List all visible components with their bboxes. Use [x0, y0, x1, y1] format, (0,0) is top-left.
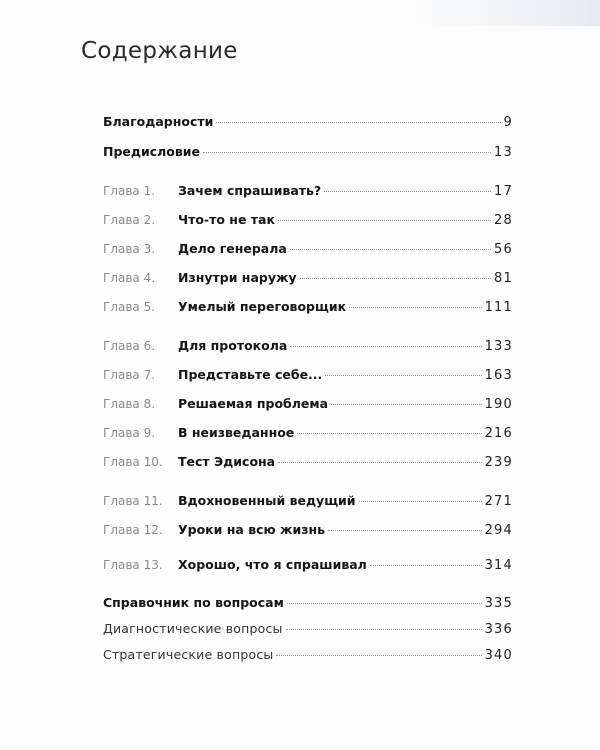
entry-title: Зачем спрашивать?: [178, 183, 322, 198]
dot-leader: [286, 629, 482, 630]
chapter-number-label: Глава 2.: [103, 213, 156, 227]
entry-title: Стратегические вопросы: [103, 647, 274, 662]
toc-entry: [103, 396, 513, 416]
toc-entry: [103, 183, 513, 203]
dot-leader: [328, 530, 482, 531]
toc-entry: [103, 454, 513, 474]
toc-entry: [103, 557, 513, 577]
page-number: 340: [484, 648, 513, 663]
dot-leader: [349, 307, 482, 308]
page-number: 163: [484, 368, 513, 383]
toc-entry: [103, 647, 513, 667]
toc-entry: [103, 114, 513, 134]
dot-leader: [359, 501, 482, 502]
dot-leader: [290, 249, 491, 250]
chapter-number-label: Глава 12.: [103, 523, 163, 537]
page-number: 133: [484, 339, 513, 354]
page-number: 13: [494, 145, 513, 160]
page-number: 336: [484, 622, 513, 637]
entry-title: Что-то не так: [178, 212, 275, 227]
entry-title: Справочник по вопросам: [103, 595, 284, 610]
chapter-number-label: Глава 13.: [103, 558, 163, 572]
page-number: 216: [484, 426, 513, 441]
page-number: 9: [503, 115, 513, 130]
entry-title: Для протокола: [178, 338, 288, 353]
dot-leader: [325, 375, 481, 376]
dot-leader: [290, 346, 481, 347]
page-number: 314: [484, 558, 513, 573]
toc-entry: [103, 425, 513, 445]
dot-leader: [278, 220, 491, 221]
dot-leader: [287, 603, 482, 604]
chapter-number-label: Глава 3.: [103, 242, 156, 256]
scan-edge-tint: [410, 0, 600, 26]
toc-entry: [103, 493, 513, 513]
toc-entry: [103, 241, 513, 261]
toc-entry: [103, 270, 513, 290]
page-number: 81: [494, 271, 513, 286]
toc-entry: [103, 212, 513, 232]
page-number: 28: [494, 213, 513, 228]
page-number: 271: [484, 494, 513, 509]
toc-entry: [103, 144, 513, 164]
entry-title: Диагностические вопросы: [103, 621, 283, 636]
entry-title: Вдохновенный ведущий: [178, 493, 356, 508]
page-number: 294: [484, 523, 513, 538]
entry-title: Тест Эдисона: [178, 454, 276, 469]
entry-title: В неизведанное: [178, 425, 295, 440]
entry-title: Изнутри наружу: [178, 270, 297, 285]
dot-leader: [300, 278, 491, 279]
dot-leader: [278, 462, 481, 463]
page-number: 335: [484, 596, 513, 611]
toc-entry: [103, 522, 513, 542]
chapter-number-label: Глава 11.: [103, 494, 163, 508]
entry-title: Решаемая проблема: [178, 396, 329, 411]
page-number: 17: [494, 184, 513, 199]
chapter-number-label: Глава 5.: [103, 300, 156, 314]
toc-entry: [103, 621, 513, 641]
toc-entry: [103, 595, 513, 615]
dot-leader: [297, 433, 481, 434]
chapter-number-label: Глава 1.: [103, 184, 156, 198]
entry-title: Хорошо, что я спрашивал: [178, 557, 367, 572]
chapter-number-label: Глава 10.: [103, 455, 163, 469]
chapter-number-label: Глава 4.: [103, 271, 156, 285]
entry-title: Предисловие: [103, 144, 201, 159]
dot-leader: [324, 191, 491, 192]
toc-entry: [103, 299, 513, 319]
dot-leader: [276, 655, 481, 656]
entry-title: Уроки на всю жизнь: [178, 522, 326, 537]
chapter-number-label: Глава 7.: [103, 368, 156, 382]
chapter-number-label: Глава 8.: [103, 397, 156, 411]
entry-title: Благодарности: [103, 114, 214, 129]
page-title: Содержание: [81, 38, 238, 64]
entry-title: Представьте себе...: [178, 367, 323, 382]
dot-leader: [331, 404, 482, 405]
chapter-number-label: Глава 9.: [103, 426, 156, 440]
toc-entry: [103, 338, 513, 358]
page-number: 56: [494, 242, 513, 257]
page-number: 190: [484, 397, 513, 412]
page-number: 111: [484, 300, 513, 315]
dot-leader: [203, 152, 491, 153]
dot-leader: [216, 122, 500, 123]
entry-title: Дело генерала: [178, 241, 287, 256]
entry-title: Умелый переговорщик: [178, 299, 347, 314]
chapter-number-label: Глава 6.: [103, 339, 156, 353]
toc-entry: [103, 367, 513, 387]
page-number: 239: [484, 455, 513, 470]
dot-leader: [370, 565, 482, 566]
